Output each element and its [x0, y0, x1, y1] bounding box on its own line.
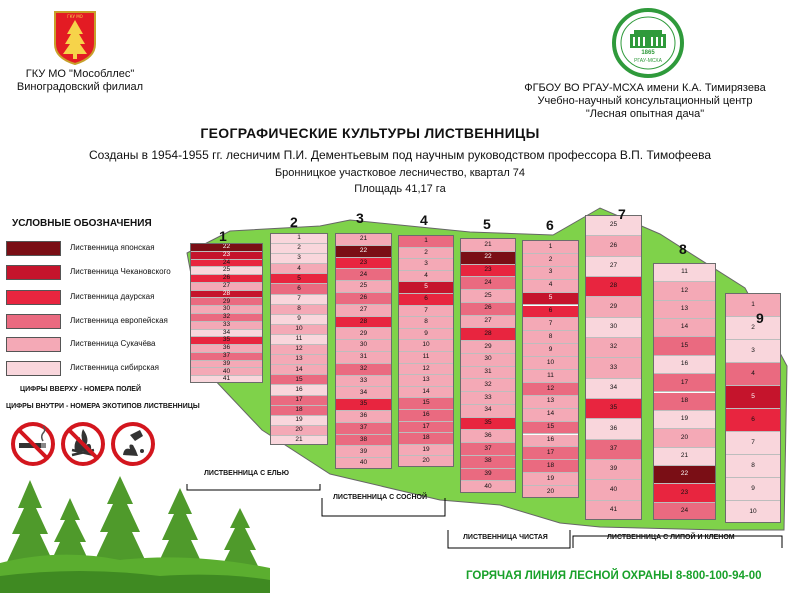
ecotype-cell: 12: [399, 364, 453, 376]
ecotype-cell: 14: [523, 409, 578, 422]
field-strip-8: [653, 263, 716, 520]
ecotype-cell: 37: [586, 440, 641, 460]
ecotype-cell: 6: [523, 306, 578, 319]
ecotype-cell: 36: [586, 419, 641, 439]
ecotype-cell: 21: [654, 448, 715, 466]
ecotype-cell: 4: [399, 271, 453, 283]
ecotype-cell: 21: [461, 239, 515, 252]
field-strip-7: [585, 215, 642, 520]
ecotype-cell: 1: [271, 234, 327, 244]
ecotype-cell: 2: [726, 317, 780, 340]
ecotype-cell: 27: [586, 257, 641, 277]
ecotype-cell: 28: [191, 291, 262, 299]
ecotype-cell: 11: [523, 370, 578, 383]
field-number-1: 1: [219, 228, 227, 244]
legend-title: УСЛОВНЫЕ ОБОЗНАЧЕНИЯ: [12, 218, 152, 229]
legend-label: Лиственница европейская: [70, 316, 168, 325]
ecotype-cell: 24: [336, 269, 391, 281]
ecotype-cell: 18: [399, 433, 453, 445]
ecotype-cell: 18: [271, 406, 327, 416]
subtitle: Созданы в 1954-1955 гг. лесничим П.И. Дементьевым под научным руководством профессора В.П. Тимофеева: [88, 148, 712, 162]
ecotype-cell: 6: [726, 409, 780, 432]
ecotype-cell: 39: [586, 460, 641, 480]
legend-label: Лиственница Чекановского: [70, 267, 171, 276]
ecotype-cell: 13: [523, 396, 578, 409]
hotline: ГОРЯЧАЯ ЛИНИЯ ЛЕСНОЙ ОХРАНЫ 8-800-100-94-00: [466, 570, 762, 582]
ecotype-cell: 16: [654, 356, 715, 374]
ecotype-cell: 6: [271, 284, 327, 294]
ecotype-cell: 3: [523, 267, 578, 280]
ecotype-cell: 22: [336, 246, 391, 258]
ecotype-cell: 13: [399, 375, 453, 387]
ecotype-cell: 33: [336, 376, 391, 388]
ecotype-cell: 23: [336, 258, 391, 270]
right-org-line2: Учебно-научный консультационный центр: [537, 95, 753, 107]
ecotype-cell: 5: [271, 274, 327, 284]
ecotype-cell: 8: [726, 455, 780, 478]
ecotype-cell: 39: [461, 469, 515, 482]
field-strip-9: [725, 293, 781, 523]
ecotype-cell: 41: [586, 501, 641, 520]
ecotype-cell: 19: [399, 445, 453, 457]
ecotype-cell: 24: [191, 260, 262, 268]
field-number-6: 6: [546, 217, 554, 233]
ecotype-cell: 15: [271, 375, 327, 385]
ecotype-cell: 20: [654, 429, 715, 447]
ecotype-cell: 17: [654, 374, 715, 392]
ecotype-cell: 11: [271, 335, 327, 345]
ecotype-cell: 30: [336, 340, 391, 352]
ecotype-cell: 40: [191, 368, 262, 376]
ecotype-cell: 15: [399, 398, 453, 410]
page-title: ГЕОГРАФИЧЕСКИЕ КУЛЬТУРЫ ЛИСТВЕННИЦЫ: [200, 125, 540, 141]
ecotype-cell: 36: [461, 430, 515, 443]
left-org-line2: Виноградовский филиал: [16, 81, 144, 93]
ecotype-cell: 4: [523, 280, 578, 293]
ecotype-cell: 37: [191, 353, 262, 361]
ecotype-cell: 12: [654, 282, 715, 300]
ecotype-cell: 29: [191, 298, 262, 306]
ecotype-cell: 10: [726, 501, 780, 523]
ecotype-cell: 2: [271, 244, 327, 254]
ecotype-cell: 12: [271, 345, 327, 355]
ecotype-cell: 19: [271, 416, 327, 426]
ecotype-cell: 9: [271, 315, 327, 325]
rgau-logo-year: 1865: [641, 50, 655, 56]
ecotype-cell: 17: [523, 447, 578, 460]
ecotype-cell: 24: [461, 277, 515, 290]
location: Бронницкое участковое лесничество, квартал 74: [274, 167, 526, 179]
field-strip-6: [522, 240, 579, 498]
ecotype-cell: 13: [271, 355, 327, 365]
ecotype-cell: 26: [336, 293, 391, 305]
ecotype-cell: 29: [586, 297, 641, 317]
ecotype-cell: 34: [191, 330, 262, 338]
ecotype-cell: 7: [523, 318, 578, 331]
ecotype-cell: 10: [523, 357, 578, 370]
ecotype-cell: 25: [191, 267, 262, 275]
ecotype-cell: 12: [523, 383, 578, 396]
field-number-2: 2: [290, 214, 298, 230]
ecotype-cell: 37: [461, 443, 515, 456]
legend-label: Лиственница сибирская: [70, 363, 159, 372]
ecotype-cell: 30: [461, 354, 515, 367]
ecotype-cell: 14: [654, 319, 715, 337]
ecotype-cell: 25: [586, 216, 641, 236]
ecotype-cell: 1: [726, 294, 780, 317]
ecotype-cell: 10: [399, 340, 453, 352]
bracket-label-pine: ЛИСТВЕННИЦА С СОСНОЙ: [333, 494, 427, 501]
ecotype-cell: 23: [191, 252, 262, 260]
left-org-line1: ГКУ МО "Мособллес": [25, 68, 135, 80]
legend-label: Лиственница японская: [70, 243, 155, 252]
field-strip-3: [335, 233, 392, 469]
ecotype-cell: 38: [461, 456, 515, 469]
ecotype-cell: 5: [726, 386, 780, 409]
ecotype-cell: 20: [271, 426, 327, 436]
note-ecotype-numbers: ЦИФРЫ ВНУТРИ - НОМЕРА ЭКОТИПОВ ЛИСТВЕННИЦЫ: [6, 403, 200, 410]
ecotype-cell: 28: [336, 317, 391, 329]
ecotype-cell: 22: [191, 244, 262, 252]
field-number-3: 3: [356, 210, 364, 226]
ecotype-cell: 17: [399, 422, 453, 434]
field-strip-2: [270, 233, 328, 445]
ecotype-cell: 32: [586, 338, 641, 358]
ecotype-cell: 30: [586, 318, 641, 338]
ecotype-cell: 7: [271, 295, 327, 305]
ecotype-cell: 20: [399, 456, 453, 467]
ecotype-cell: 8: [523, 331, 578, 344]
ecotype-cell: 20: [523, 486, 578, 498]
ecotype-cell: 40: [336, 458, 391, 469]
ecotype-cell: 23: [654, 484, 715, 502]
ecotype-cell: 8: [399, 317, 453, 329]
ecotype-cell: 40: [586, 480, 641, 500]
ecotype-cell: 22: [654, 466, 715, 484]
legend-label: Лиственница Сукачёва: [70, 339, 156, 348]
field-strip-1: [190, 243, 263, 383]
rgau-logo-text: РГАУ-МСХА: [634, 58, 662, 64]
ecotype-cell: 35: [586, 399, 641, 419]
ecotype-cell: 25: [461, 290, 515, 303]
ecotype-cell: 1: [399, 236, 453, 248]
ecotype-cell: 15: [523, 422, 578, 435]
ecotype-cell: 22: [461, 252, 515, 265]
ecotype-cell: 16: [399, 410, 453, 422]
ecotype-cell: 3: [726, 340, 780, 363]
ecotype-cell: 4: [726, 363, 780, 386]
ecotype-cell: 4: [271, 264, 327, 274]
ecotype-cell: 14: [271, 365, 327, 375]
ecotype-cell: 24: [654, 503, 715, 520]
ecotype-cell: 26: [586, 236, 641, 256]
ecotype-cell: 34: [586, 379, 641, 399]
ecotype-cell: 3: [271, 254, 327, 264]
ecotype-cell: 15: [654, 337, 715, 355]
ecotype-cell: 1: [523, 241, 578, 254]
ecotype-cell: 8: [271, 305, 327, 315]
ecotype-cell: 14: [399, 387, 453, 399]
ecotype-cell: 39: [191, 361, 262, 369]
ecotype-cell: 31: [336, 352, 391, 364]
ecotype-cell: 32: [336, 364, 391, 376]
field-number-9: 9: [756, 310, 764, 326]
ecotype-cell: 32: [461, 379, 515, 392]
ecotype-cell: 19: [654, 411, 715, 429]
field-strip-5: [460, 238, 516, 493]
ecotype-cell: 29: [461, 341, 515, 354]
svg-text:ГКУ МО: ГКУ МО: [67, 14, 83, 19]
field-number-5: 5: [483, 216, 491, 232]
ecotype-cell: 34: [336, 387, 391, 399]
ecotype-cell: 31: [461, 367, 515, 380]
ecotype-cell: 9: [726, 478, 780, 501]
ecotype-cell: 27: [336, 305, 391, 317]
ecotype-cell: 26: [461, 303, 515, 316]
ecotype-cell: 18: [523, 460, 578, 473]
field-number-4: 4: [420, 212, 428, 228]
ecotype-cell: 17: [271, 396, 327, 406]
ecotype-cell: 16: [523, 435, 578, 448]
ecotype-cell: 33: [191, 322, 262, 330]
ecotype-cell: 32: [191, 314, 262, 322]
ecotype-cell: 40: [461, 481, 515, 493]
legend-label: Лиственница даурская: [70, 292, 155, 301]
ecotype-cell: 21: [271, 436, 327, 445]
field-number-7: 7: [618, 206, 626, 222]
right-org-line1: ФГБОУ ВО РГАУ-МСХА имени К.А. Тимирязева: [524, 82, 766, 94]
ecotype-cell: 28: [461, 328, 515, 341]
ecotype-cell: 28: [586, 277, 641, 297]
ecotype-cell: 2: [399, 248, 453, 260]
ecotype-cell: 26: [191, 275, 262, 283]
ecotype-cell: 6: [399, 294, 453, 306]
ecotype-cell: 33: [461, 392, 515, 405]
ecotype-cell: 35: [191, 337, 262, 345]
ecotype-cell: 7: [726, 432, 780, 455]
ecotype-cell: 21: [336, 234, 391, 246]
ecotype-cell: 9: [399, 329, 453, 341]
bracket-label-linden: ЛИСТВЕННИЦА С ЛИПОЙ И КЛЕНОМ: [607, 534, 735, 541]
ecotype-cell: 38: [336, 435, 391, 447]
right-org-line3: "Лесная опытная дача": [585, 108, 705, 120]
ecotype-cell: 2: [523, 254, 578, 267]
ecotype-cell: 30: [191, 306, 262, 314]
ecotype-cell: 7: [399, 306, 453, 318]
ecotype-cell: 36: [336, 411, 391, 423]
ecotype-cell: 33: [586, 358, 641, 378]
ecotype-cell: 3: [399, 259, 453, 271]
ecotype-cell: 35: [461, 418, 515, 431]
ecotype-cell: 25: [336, 281, 391, 293]
field-number-8: 8: [679, 241, 687, 257]
field-strip-4: [398, 235, 454, 467]
ecotype-cell: 18: [654, 393, 715, 411]
ecotype-cell: 37: [336, 423, 391, 435]
ecotype-cell: 23: [461, 265, 515, 278]
ecotype-cell: 10: [271, 325, 327, 335]
ecotype-cell: 5: [523, 293, 578, 306]
ecotype-cell: 34: [461, 405, 515, 418]
note-field-numbers: ЦИФРЫ ВВЕРХУ - НОМЕРА ПОЛЕЙ: [20, 386, 141, 393]
ecotype-cell: 19: [523, 473, 578, 486]
bracket-label-pure: ЛИСТВЕННИЦА ЧИСТАЯ: [463, 534, 548, 541]
ecotype-cell: 36: [191, 345, 262, 353]
ecotype-cell: 16: [271, 385, 327, 395]
ecotype-cell: 39: [336, 446, 391, 458]
bracket-label-spruce: ЛИСТВЕННИЦА С ЕЛЬЮ: [204, 470, 289, 477]
ecotype-cell: 11: [399, 352, 453, 364]
ecotype-cell: 13: [654, 301, 715, 319]
ecotype-cell: 27: [191, 283, 262, 291]
ecotype-cell: 5: [399, 282, 453, 294]
ecotype-cell: 27: [461, 316, 515, 329]
ecotype-cell: 29: [336, 328, 391, 340]
area: Площадь 41,17 га: [354, 183, 446, 195]
ecotype-cell: 11: [654, 264, 715, 282]
ecotype-cell: 9: [523, 344, 578, 357]
ecotype-cell: 41: [191, 376, 262, 383]
ecotype-cell: 35: [336, 399, 391, 411]
